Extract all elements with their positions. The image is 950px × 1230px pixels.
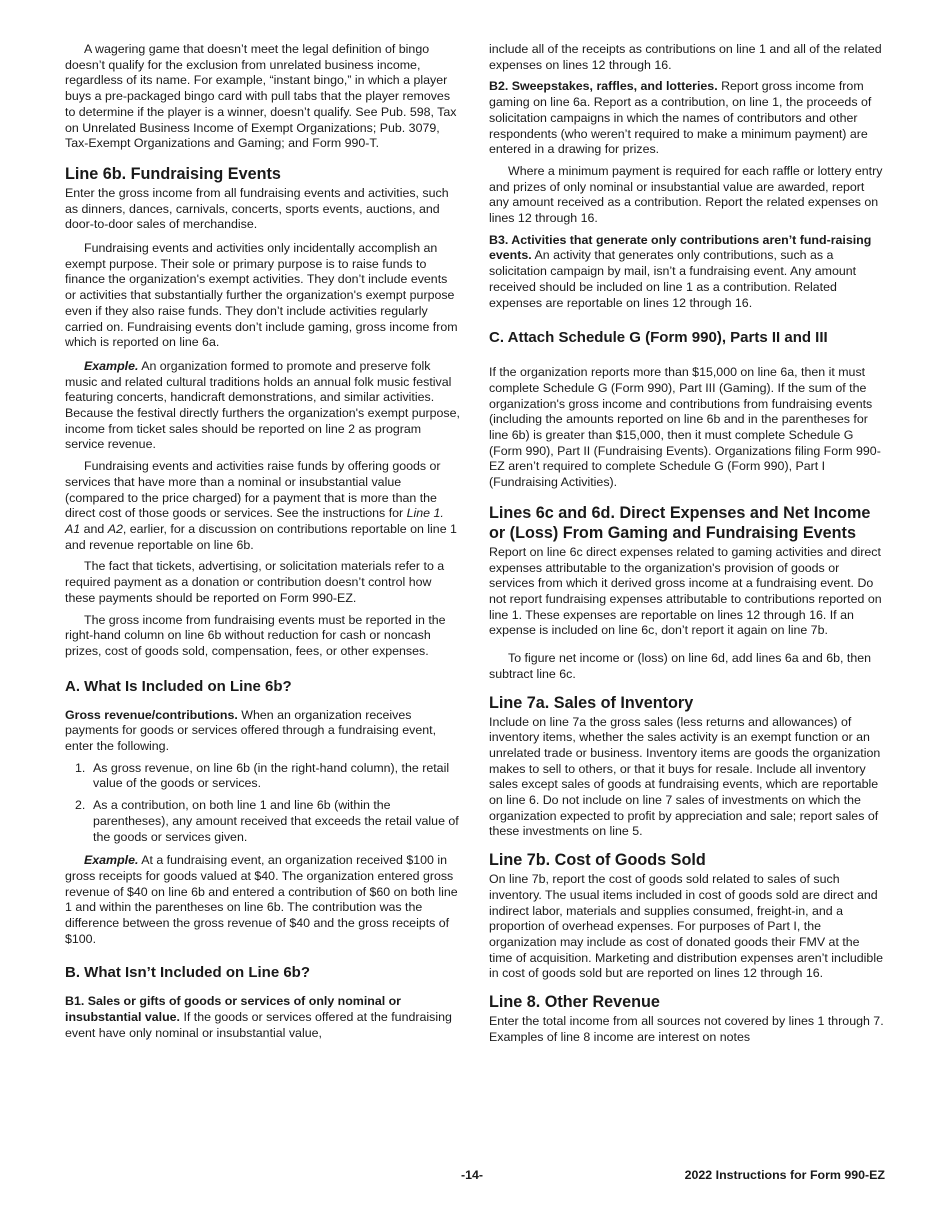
paragraph-gross-revenue <box>65 708 461 755</box>
paragraph-minimum-payment: Where a minimum payment is required for each raffle or lottery entry and prizes of only nominal or insubstantial value are awarded, report any amount received as a contribution. Report the related expenses on lines 12 through 16. <box>489 163 883 226</box>
b3-label: B3. Activities that generate only contributions aren’t fund-raising events. <box>489 232 872 263</box>
paragraph-6b-intro: Enter the gross income from all fundraising events and activities, such as dinners, dances, carnivals, concerts, sports events, auctions, and door-to-door sales of merchandise. <box>65 185 449 232</box>
gross-revenue-text: When an organization receives payments for goods or services offered through a fundraising event, enter the following. <box>65 707 437 754</box>
ref-a2: A2 <box>107 521 123 536</box>
paragraph-7b: On line 7b, report the cost of goods sold related to sales of such inventory. The usual items included in cost of goods sold are direct and indirect labor, materials and supplies consumed, freight-in, and a proportion of overhead expenses. For purposes of Part I, the organization may include as cost of donated goods their FMV at the time of acquisition. Marketing and distribution expenses aren’t includible in cost of goods sold but are reported on lines 12 through 16. <box>489 872 883 981</box>
example-text: At a fundraising event, an organization received $100 in gross receipts for goods valued at $40. The organization entered gross revenue of $40 on line 6b and entered a contribution of $60 on both line 1 and within the parentheses on line 6b. The contribution was the difference between the gross revenue of $40 and the gross receipts of $100. <box>65 853 458 946</box>
paragraph-raise-funds <box>65 459 461 553</box>
paragraph-gross-income: The gross income from fundraising events must be reported in the right-hand column on line 6b without reduction for cash or noncash prizes, cost of goods sold, compensation, fees, or other expenses. <box>65 612 446 658</box>
b2-label: B2. Sweepstakes, raffles, and lotteries. <box>489 79 718 94</box>
text-segment: and <box>80 521 108 536</box>
list-number: 1. <box>75 760 86 775</box>
heading-line-6b: Line 6b. Fundraising Events <box>65 164 281 183</box>
page-number: -14- <box>461 1168 484 1182</box>
heading-section-c: C. Attach Schedule G (Form 990), Parts II and III <box>489 329 828 347</box>
right-column <box>489 42 885 1051</box>
paragraph-example-100 <box>65 853 461 947</box>
paragraph-6c: Report on line 6c direct expenses related to gaming activities and direct expenses attributable to the organization's provision of goods or services from which it derived gross income at a fundraising event. Do not report fundraising expenses attributable to contributions reported on line 1. These expenses are reportable on lines 12 through 16. If an expense is included on line 6c, don’t report it again on line 7b. <box>489 544 882 638</box>
example-label: Example. <box>84 358 139 373</box>
list-text: As a contribution, on both line 1 and line 6b (within the parentheses), any amount received that exceeds the retail value of the goods or services given. <box>93 798 459 844</box>
paragraph-tickets: The fact that tickets, advertising, or solicitation materials refer to a required payment as a donation or contribution doesn’t control how these payments should be reported on Form 990-EZ. <box>65 559 445 605</box>
text-segment: , earlier, for a discussion on contributions reportable on line 1 and revenue reportable on line 6b. <box>65 521 457 552</box>
b3-text: An activity that generates only contributions, such as a solicitation campaign by mail, isn’t a fundraising event. Any amount received should be included on line 1 as a contribution. Related expenses are reportable on lines 12 through 16. <box>489 248 857 310</box>
list-item <box>65 798 461 845</box>
paragraph-b1-continued: include all of the receipts as contributions on line 1 and all of the related expenses on lines 12 through 16. <box>489 42 882 72</box>
paragraph-b2 <box>489 79 885 158</box>
paragraph-bingo: A wagering game that doesn’t meet the legal definition of bingo doesn’t qualify for the exclusion from unrelated business income, regardless of its name. For example, “instant bingo,” in which a player buys a pre-packaged bingo card with pull tabs that the player removes to determine if the player is a winner, doesn’t qualify. See Pub. 598, Tax on Unrelated Business Income of Exempt Organizations; Pub. 3079, Tax-Exempt Organizations and Gaming; and Form 990-T. <box>65 42 457 151</box>
heading-lines-6c-6d: Lines 6c and 6d. Direct Expenses and Net Income or (Loss) From Gaming and Fundraising Events <box>489 503 871 542</box>
example-text: An organization formed to promote and preserve folk music and related cultural traditions holds an annual folk music festival featuring concerts, handicraft demonstrations, and similar activities. Because the festival directly furthers the organization's exempt purpose, income from ticket sales should be reported on line 2 as program service revenue. <box>65 358 460 452</box>
paragraph-incidental: Fundraising events and activities only incidentally accomplish an exempt purpose. Their sole or primary purpose is to raise funds to finance the organization's exempt activities. They don’t include events or activities that substantially further the organization's exempt purpose even if they also raise funds. They don’t include activities regularly carried on. Fundraising events don’t include gaming, gross income from which is reported on line 6a. <box>65 241 458 350</box>
left-column <box>65 42 461 1048</box>
form-title: 2022 Instructions for Form 990-EZ <box>684 1168 885 1182</box>
ref-line1-a1: Line 1. A1 <box>65 506 444 536</box>
included-list <box>65 761 461 846</box>
heading-section-a: A. What Is Included on Line 6b? <box>65 677 292 695</box>
text-segment: Fundraising events and activities raise funds by offering goods or services that have more than a nominal or insubstantial value (compared to the price charged) for a payment that is more than the direct cost of those goods or services. See the instructions for <box>65 459 441 521</box>
b1-label: B1. Sales or gifts of goods or services of only nominal or insubstantial value. <box>65 994 401 1025</box>
paragraph-schedule-g: If the organization reports more than $15,000 on line 6a, then it must complete Schedule G (Form 990), Part III (Gaming). If the sum of the organization's gross income and contributions from fundraising events (including the amounts reported on line 6b and in the parentheses for line 6b) is greater than $15,000, then it must complete Schedule G (Form 990), Part II (Fundraising Events). Organizations filing Form 990-EZ aren’t required to complete Schedule G (Form 990), Part I (Fundraising Activities). <box>489 365 881 490</box>
paragraph-7a: Include on line 7a the gross sales (less returns and allowances) of inventory items, whether the sales activity is an exempt function or an unrelated trade or business. Inventory items are goods the organization makes to sell to others, or that it buys for resale. Include all inventory sales except sales of goods at fundraising events, which are reportable on line 6. Do not include on line 7 sales of investments on which the organization expected to profit by appreciation and sale; report sales of these investments on line 5. <box>489 714 881 839</box>
paragraph-example-folk <box>65 359 461 453</box>
b2-text: Report gross income from gaming on line 6a. Report as a contribution, on line 1, the proceeds of solicitation campaigns in which the names of contributors and other respondents (who weren’t required to make a minimum payment) are entered in a drawing for prizes. <box>489 79 872 157</box>
list-text: As gross revenue, on line 6b (in the right-hand column), the retail value of the goods or services. <box>93 760 450 791</box>
b1-text: If the goods or services offered at the fundraising event have only nominal or insubstantial value, <box>65 1010 452 1040</box>
heading-line-7b: Line 7b. Cost of Goods Sold <box>489 851 706 870</box>
heading-section-b: B. What Isn’t Included on Line 6b? <box>65 964 310 982</box>
paragraph-b3 <box>489 233 885 312</box>
example-label: Example. <box>84 853 139 868</box>
gross-revenue-label: Gross revenue/contributions. <box>65 707 238 722</box>
list-item <box>65 761 461 792</box>
list-number: 2. <box>75 798 86 813</box>
heading-line-8: Line 8. Other Revenue <box>489 993 660 1012</box>
paragraph-8: Enter the total income from all sources not covered by lines 1 through 7. Examples of line 8 income are interest on notes <box>489 1014 884 1044</box>
paragraph-6d: To figure net income or (loss) on line 6d, add lines 6a and 6b, then subtract line 6c. <box>489 651 871 681</box>
paragraph-b1 <box>65 994 461 1041</box>
heading-line-7a: Line 7a. Sales of Inventory <box>489 693 694 712</box>
